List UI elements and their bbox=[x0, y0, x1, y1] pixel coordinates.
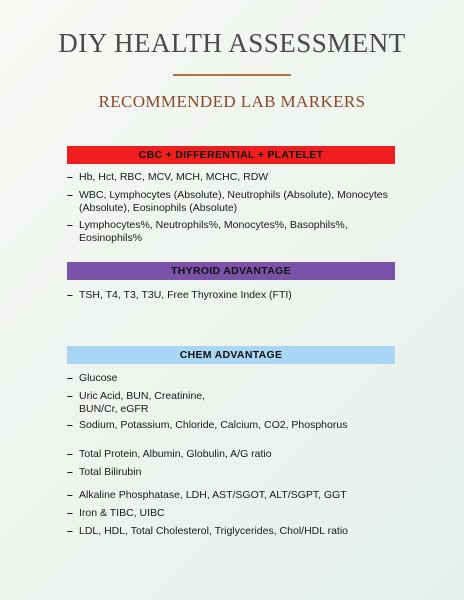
list-item bbox=[67, 219, 397, 245]
dash-bullet-icon: – bbox=[67, 372, 73, 384]
thyroid-section-header: THYROID ADVANTAGE bbox=[67, 262, 395, 280]
list-item-text: Alkaline Phosphatase, LDH, AST/SGOT, ALT/SGPT, GGT bbox=[79, 489, 347, 501]
list-item bbox=[67, 489, 397, 502]
list-item bbox=[67, 171, 397, 184]
page-subtitle: RECOMMENDED LAB MARKERS bbox=[98, 92, 366, 111]
list-item bbox=[67, 390, 207, 416]
list-item bbox=[67, 189, 397, 215]
list-item-text: Hb, Hct, RBC, MCV, MCH, MCHC, RDW bbox=[79, 171, 269, 183]
list-item bbox=[67, 419, 397, 432]
list-item bbox=[67, 466, 397, 479]
dash-bullet-icon: – bbox=[67, 189, 73, 201]
list-item-text: Lymphocytes%, Neutrophils%, Monocytes%, Basophils%, Eosinophils% bbox=[79, 219, 348, 244]
dash-bullet-icon: – bbox=[67, 171, 73, 183]
list-item-text: WBC, Lymphocytes (Absolute), Neutrophils (Absolute), Monocytes (Absolute), Eosinophils (Absolute) bbox=[79, 189, 388, 214]
dash-bullet-icon: – bbox=[67, 507, 73, 519]
chem-section-header: CHEM ADVANTAGE bbox=[67, 346, 395, 364]
dash-bullet-icon: – bbox=[67, 390, 73, 402]
cbc-section-header: CBC + DIFFERENTIAL + PLATELET bbox=[67, 146, 395, 164]
list-item-text: Glucose bbox=[79, 372, 118, 384]
list-item bbox=[67, 289, 397, 302]
dash-bullet-icon: – bbox=[67, 289, 73, 301]
list-item bbox=[67, 372, 397, 385]
list-item bbox=[67, 448, 397, 461]
list-item-text: Sodium, Potassium, Chloride, Calcium, CO2, Phosphorus bbox=[79, 419, 348, 431]
page-title: DIY HEALTH ASSESSMENT bbox=[58, 28, 406, 58]
title-divider bbox=[173, 74, 291, 76]
dash-bullet-icon: – bbox=[67, 489, 73, 501]
list-item-text: Total Protein, Albumin, Globulin, A/G ratio bbox=[79, 448, 272, 460]
list-item-text: TSH, T4, T3, T3U, Free Thyroxine Index (FTI) bbox=[79, 289, 292, 301]
list-item-text: Iron & TIBC, UIBC bbox=[79, 507, 165, 519]
dash-bullet-icon: – bbox=[67, 219, 73, 231]
dash-bullet-icon: – bbox=[67, 419, 73, 431]
list-item-text: Uric Acid, BUN, Creatinine, BUN/Cr, eGFR bbox=[79, 390, 206, 415]
dash-bullet-icon: – bbox=[67, 448, 73, 460]
list-item-text: LDL, HDL, Total Cholesterol, Triglycerides, Chol/HDL ratio bbox=[79, 525, 349, 537]
list-item bbox=[67, 507, 397, 520]
dash-bullet-icon: – bbox=[67, 466, 73, 478]
list-item-text: Total Bilirubin bbox=[79, 466, 142, 478]
dash-bullet-icon: – bbox=[67, 525, 73, 537]
list-item bbox=[67, 525, 397, 538]
